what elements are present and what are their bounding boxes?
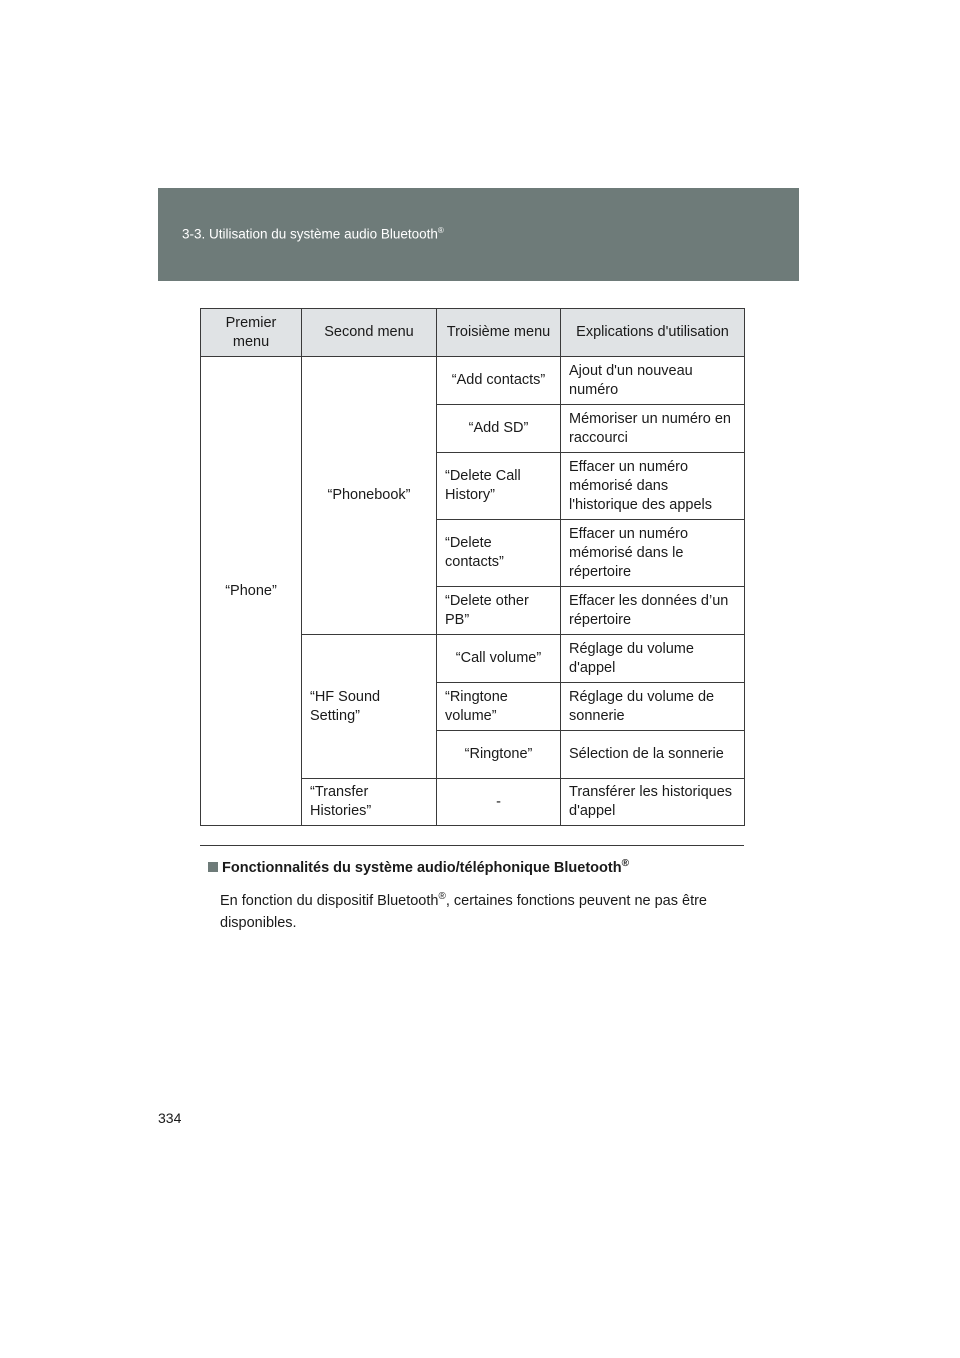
section-divider (200, 845, 744, 846)
table-row (201, 357, 745, 405)
explanation-cell: Mémoriser un numéro en raccourci (561, 405, 745, 453)
third-menu-cell: “Ringtone volume” (437, 683, 561, 731)
note-body: En fonction du dispositif Bluetooth®, certaines fonctions peuvent ne pas être disponibles. (220, 891, 707, 931)
second-menu-cell: “Transfer Histories” (302, 779, 437, 826)
chapter-title: 3-3. Utilisation du système audio Bluetooth® (182, 226, 444, 242)
header-explanations: Explications d'utilisation (561, 309, 745, 357)
third-menu-cell: “Delete contacts” (437, 520, 561, 587)
header-third-menu: Troisième menu (437, 309, 561, 357)
page-number: 334 (158, 1110, 182, 1126)
third-menu-cell: “Ringtone” (437, 731, 561, 779)
explanation-cell: Sélection de la sonnerie (561, 731, 745, 779)
explanation-cell: Transférer les historiques d'appel (561, 779, 745, 826)
explanation-cell: Effacer un numéro mémorisé dans l'historique des appels (561, 453, 745, 520)
third-menu-cell: “Delete Call History” (437, 453, 561, 520)
first-menu-cell: “Phone” (201, 357, 302, 826)
second-menu-cell: “Phonebook” (302, 357, 437, 635)
second-menu-cell: “HF Sound Setting” (302, 635, 437, 779)
third-menu-cell: “Delete other PB” (437, 587, 561, 635)
table-header-row (201, 309, 745, 357)
explanation-cell: Effacer les données d’un répertoire (561, 587, 745, 635)
explanation-cell: Réglage du volume de sonnerie (561, 683, 745, 731)
header-second-menu: Second menu (302, 309, 437, 357)
header-first-menu: Premier menu (201, 309, 302, 357)
explanation-cell: Ajout d'un nouveau numéro (561, 357, 745, 405)
third-menu-cell: “Call volume” (437, 635, 561, 683)
third-menu-cell: - (437, 779, 561, 826)
note-title: Fonctionnalités du système audio/téléphonique Bluetooth® (208, 858, 629, 876)
chapter-header (158, 188, 799, 281)
third-menu-cell: “Add contacts” (437, 357, 561, 405)
explanation-cell: Effacer un numéro mémorisé dans le répertoire (561, 520, 745, 587)
menu-table (200, 308, 745, 826)
square-bullet-icon (208, 862, 218, 872)
explanation-cell: Réglage du volume d'appel (561, 635, 745, 683)
third-menu-cell: “Add SD” (437, 405, 561, 453)
